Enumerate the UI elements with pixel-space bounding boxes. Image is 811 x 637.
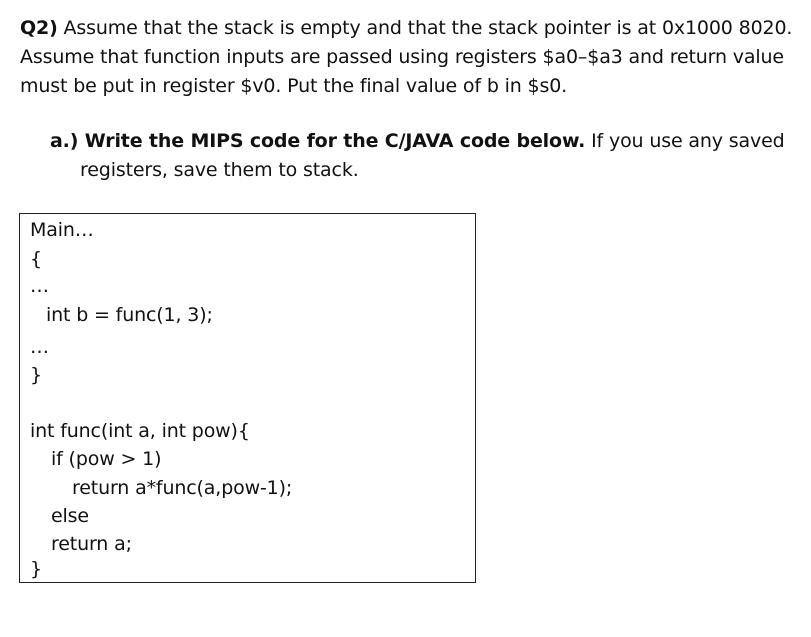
code-line: return a*func(a,pow-1); <box>72 477 293 499</box>
question-line-1 <box>20 14 800 43</box>
code-line: return a; <box>51 533 132 555</box>
part-a-label: a.) <box>50 130 79 152</box>
question-line-1-text: Assume that the stack is empty and that the stack pointer is at 0x1000 8020. <box>57 17 793 39</box>
question-label: Q2) <box>20 17 58 39</box>
question-text <box>20 14 800 101</box>
code-line: else <box>51 505 89 527</box>
code-line: if (pow > 1) <box>51 448 162 470</box>
code-line: int func(int a, int pow){ <box>30 420 250 442</box>
code-line: int b = func(1, 3); <box>46 304 213 326</box>
question-line-3: must be put in register $v0. Put the final value of b in $s0. <box>20 75 568 97</box>
question-line-2: Assume that function inputs are passed using registers $a0–$a3 and return value <box>20 46 784 68</box>
part-a-instruction: Write the MIPS code for the C/JAVA code below. <box>78 130 586 152</box>
code-line: Main… <box>30 219 94 241</box>
code-line: … <box>30 275 49 297</box>
part-a-line-2: registers, save them to stack. <box>80 159 359 181</box>
code-line: … <box>30 336 49 358</box>
code-box <box>19 213 476 583</box>
code-line: } <box>30 558 42 580</box>
part-a-note: If you use any saved <box>585 130 785 152</box>
code-line: { <box>30 248 42 270</box>
part-a-text <box>50 127 790 185</box>
part-a-line-1 <box>50 127 790 156</box>
code-line: } <box>30 364 42 386</box>
